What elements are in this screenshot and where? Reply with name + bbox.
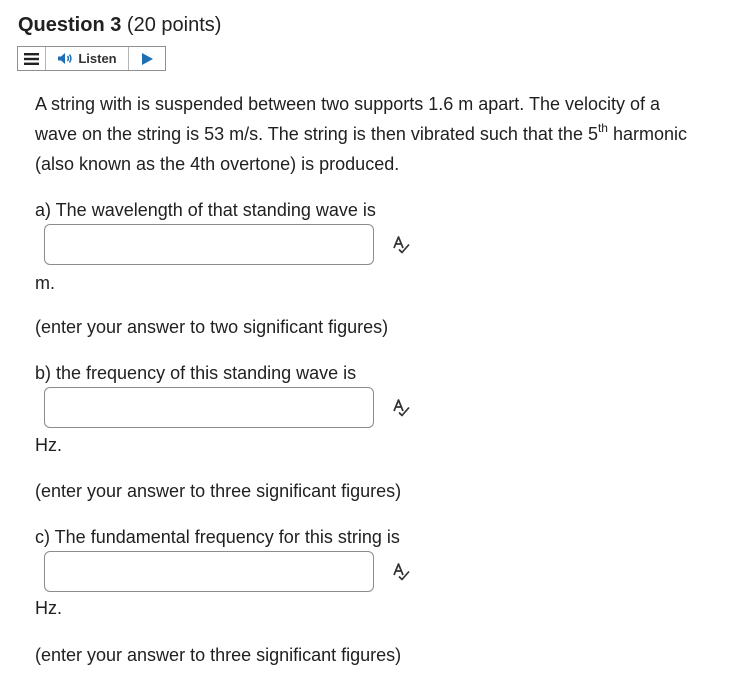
play-button[interactable] (129, 47, 165, 70)
prompt-line-2-start: wave on the string is 53 m/s. The string is then vibrated such that the 5 (35, 124, 598, 144)
part-b-instruction: (enter your answer to three significant figures) (35, 481, 402, 501)
spellcheck-icon[interactable] (391, 398, 411, 418)
question-header (18, 12, 221, 38)
question-title: Question 3 (18, 14, 122, 36)
listen-label: Listen (78, 51, 117, 66)
part-a-label: a) The wavelength of that standing wave is (35, 200, 376, 220)
part-a-answer-input[interactable] (44, 224, 374, 265)
part-c-unit: Hz. (35, 598, 62, 618)
part-a-instruction: (enter your answer to two significant figures) (35, 317, 389, 337)
part-b-answer-input[interactable] (44, 387, 374, 428)
prompt-line-1: A string with is suspended between two supports 1.6 m apart. The velocity of a (35, 94, 661, 114)
part-b-label: b) the frequency of this standing wave is (35, 363, 357, 383)
play-icon (142, 53, 153, 65)
listen-button[interactable] (46, 47, 129, 70)
prompt-line-3: (also known as the 4th overtone) is produced. (35, 154, 400, 174)
prompt-line-2-end: harmonic (607, 124, 688, 144)
prompt-line-2 (35, 119, 750, 149)
listen-toolbar (17, 46, 166, 71)
part-b-unit: Hz. (35, 435, 62, 455)
prompt-superscript: th (597, 121, 608, 135)
question-points: (20 points) (126, 14, 222, 36)
part-a-unit: m. (35, 273, 55, 293)
part-c-instruction: (enter your answer to three significant figures) (35, 645, 402, 665)
speaker-icon (57, 52, 73, 65)
question-prompt (35, 89, 750, 179)
listen-menu-button[interactable] (18, 47, 46, 70)
spellcheck-icon[interactable] (391, 562, 411, 582)
part-c-answer-input[interactable] (44, 551, 374, 592)
spellcheck-icon[interactable] (391, 235, 411, 255)
hamburger-menu-icon (24, 53, 39, 65)
part-c-label: c) The fundamental frequency for this string is (35, 527, 400, 547)
